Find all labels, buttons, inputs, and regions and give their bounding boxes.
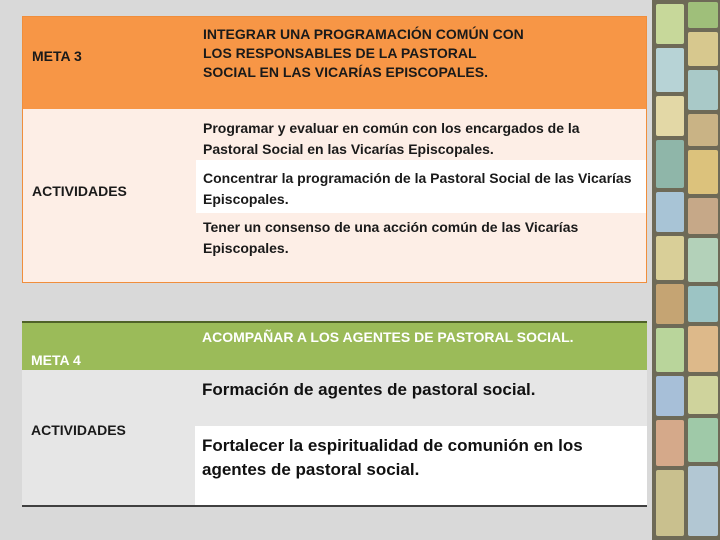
table-bottom-border <box>22 505 647 507</box>
meta-3-activity-2: Concentrar la programación de la Pastoral Social de las Vicarías Episcopales. <box>203 170 632 207</box>
meta-3-activity-1: Programar y evaluar en común con los encargados de la Pastoral Social en las Vicarías Episcopales. <box>203 120 580 157</box>
meta-4-table <box>22 321 647 507</box>
meta-4-activity-1: Formación de agentes de pastoral social. <box>202 380 536 399</box>
meta-4-label: META 4 <box>31 352 81 368</box>
meta-3-table <box>22 16 647 283</box>
meta-4-activities-label: ACTIVIDADES <box>31 422 126 438</box>
meta-3-title: INTEGRAR UNA PROGRAMACIÓN COMÚN CON LOS RESPONSABLES DE LA PASTORAL SOCIAL EN LAS VICARÍAS EPISCOPALES. <box>203 26 524 80</box>
meta-4-title: ACOMPAÑAR A LOS AGENTES DE PASTORAL SOCIAL. <box>202 329 574 345</box>
meta-3-activity-3: Tener un consenso de una acción común de las Vicarías Episcopales. <box>203 219 579 256</box>
meta-3-label: META 3 <box>32 48 82 64</box>
row-divider <box>196 160 646 162</box>
row-divider <box>196 211 646 213</box>
decorative-mosaic-image <box>652 0 720 540</box>
meta-4-activity-2: Fortalecer la espiritualidad de comunión en los agentes de pastoral social. <box>202 436 583 479</box>
meta-3-activities-label: ACTIVIDADES <box>32 183 127 199</box>
